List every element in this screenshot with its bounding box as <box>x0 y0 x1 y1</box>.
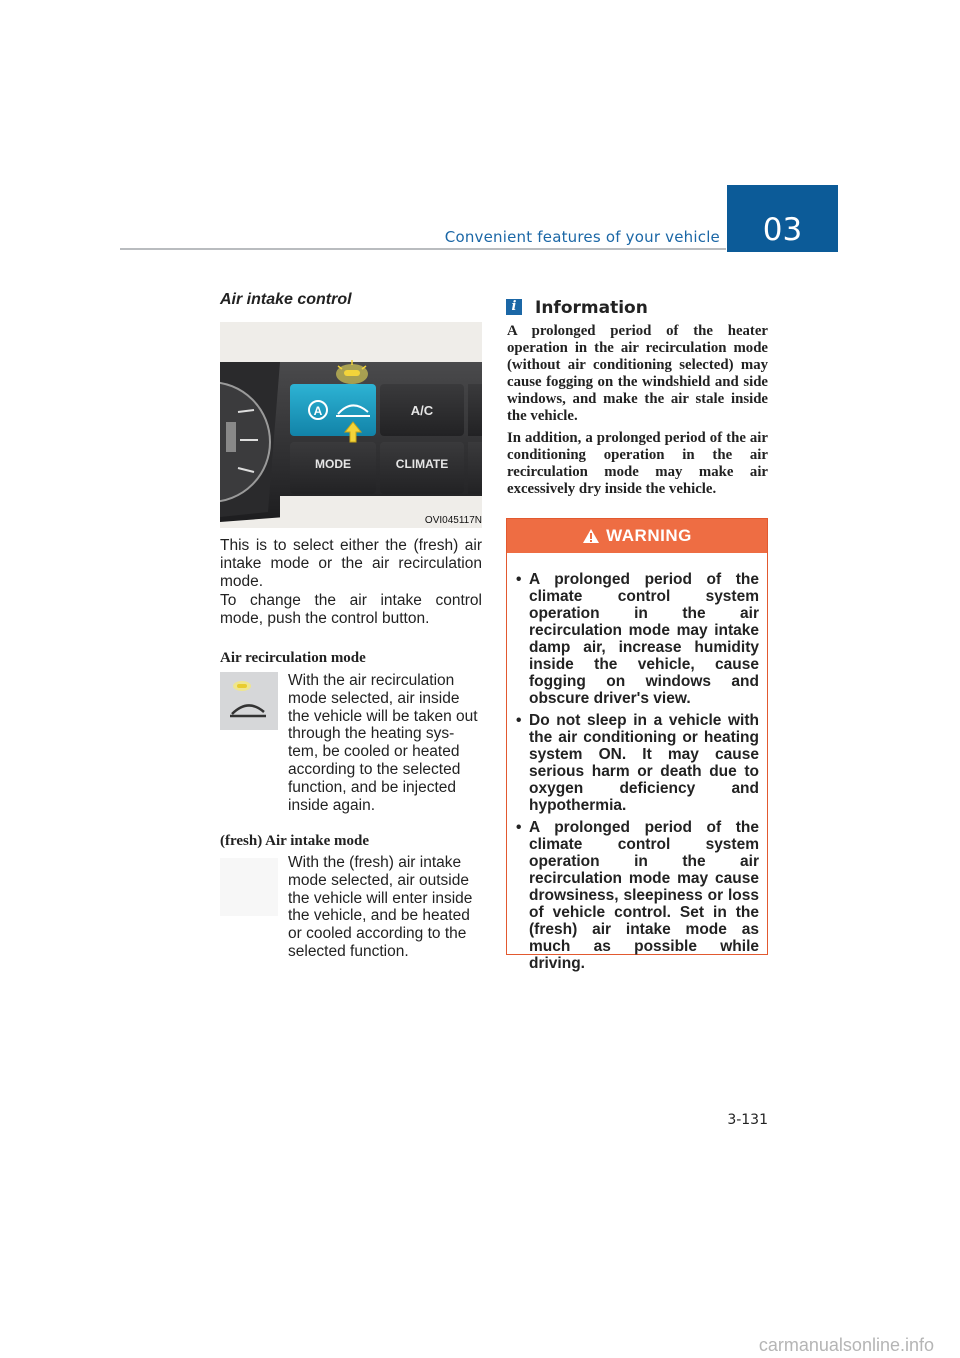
footer-watermark: carmanualsonline.info <box>758 1335 934 1355</box>
fresh-indicator-thumb <box>220 858 278 916</box>
fresh-description: With the (fresh) air intake mode selected, air outside the vehicle will enter inside the vehicle, and be heated or cooled according to the selected function. <box>288 854 473 960</box>
info-title: Information <box>535 298 648 318</box>
recirc-heading: Air recirculation mode <box>220 650 366 666</box>
climate-button-label: CLIMATE <box>395 457 449 471</box>
warning-item: • Do not sleep in a vehicle with the air conditioning or heating system ON. It may cause serious harm or death due to oxygen deficiency and hypothermia. <box>516 712 759 814</box>
warning-list <box>515 571 759 977</box>
fresh-heading: (fresh) Air intake mode <box>220 833 370 849</box>
header-rule <box>120 248 726 250</box>
section-title: Air intake control <box>220 291 352 308</box>
recirc-indicator-thumb <box>220 672 278 730</box>
info-icon: i <box>506 299 522 315</box>
running-header: Convenient features of your vehicle <box>444 228 720 246</box>
mode-button-label: MODE <box>315 457 351 471</box>
recirc-description: With the air recirculation mode selected, air inside the vehicle will be taken out through the heating sys- tem, be cooled or heated according to the selected function, and be injected inside again. <box>288 672 478 814</box>
instruction-paragraph: To change the air intake control mode, push the control button. <box>220 592 482 627</box>
control-panel-photo <box>220 322 482 528</box>
info-paragraph-2: In addition, a prolonged period of the air conditioning operation in the air recirculation mode may make air excessively dry inside the vehicle. <box>507 430 768 497</box>
warning-title: WARNING <box>606 526 692 545</box>
svg-text:A: A <box>313 404 323 418</box>
info-paragraph-1: A prolonged period of the heater operation in the air recirculation mode (without air conditioning selected) may cause fogging on the windshield and side windows, and make the air stale inside the vehicle. <box>507 323 768 424</box>
intro-paragraph: This is to select either the (fresh) air intake mode or the air recirculation mode. <box>220 537 482 590</box>
warning-item: • A prolonged period of the climate control system operation in the air recirculation mode may cause drowsiness, sleepiness or loss of vehicle control. Set in the (fresh) air intake mode as much as possible while driving. <box>516 819 759 972</box>
page-number: 3-131 <box>727 1112 768 1128</box>
warning-header <box>507 519 767 553</box>
recirculation-button <box>290 384 376 436</box>
warning-box <box>506 518 768 972</box>
warning-item: • A prolonged period of the climate control system operation in the air recirculation mode may intake damp air, increase humidity inside the vehicle, cause fogging on windows and obscure driver's view. <box>516 571 759 707</box>
climate-panel-illustration <box>220 322 482 528</box>
warning-triangle-icon <box>582 528 600 544</box>
ac-button-label: A/C <box>410 403 434 418</box>
figure-code: OVI045117N <box>400 515 482 526</box>
chapter-badge: 03 <box>727 185 838 252</box>
